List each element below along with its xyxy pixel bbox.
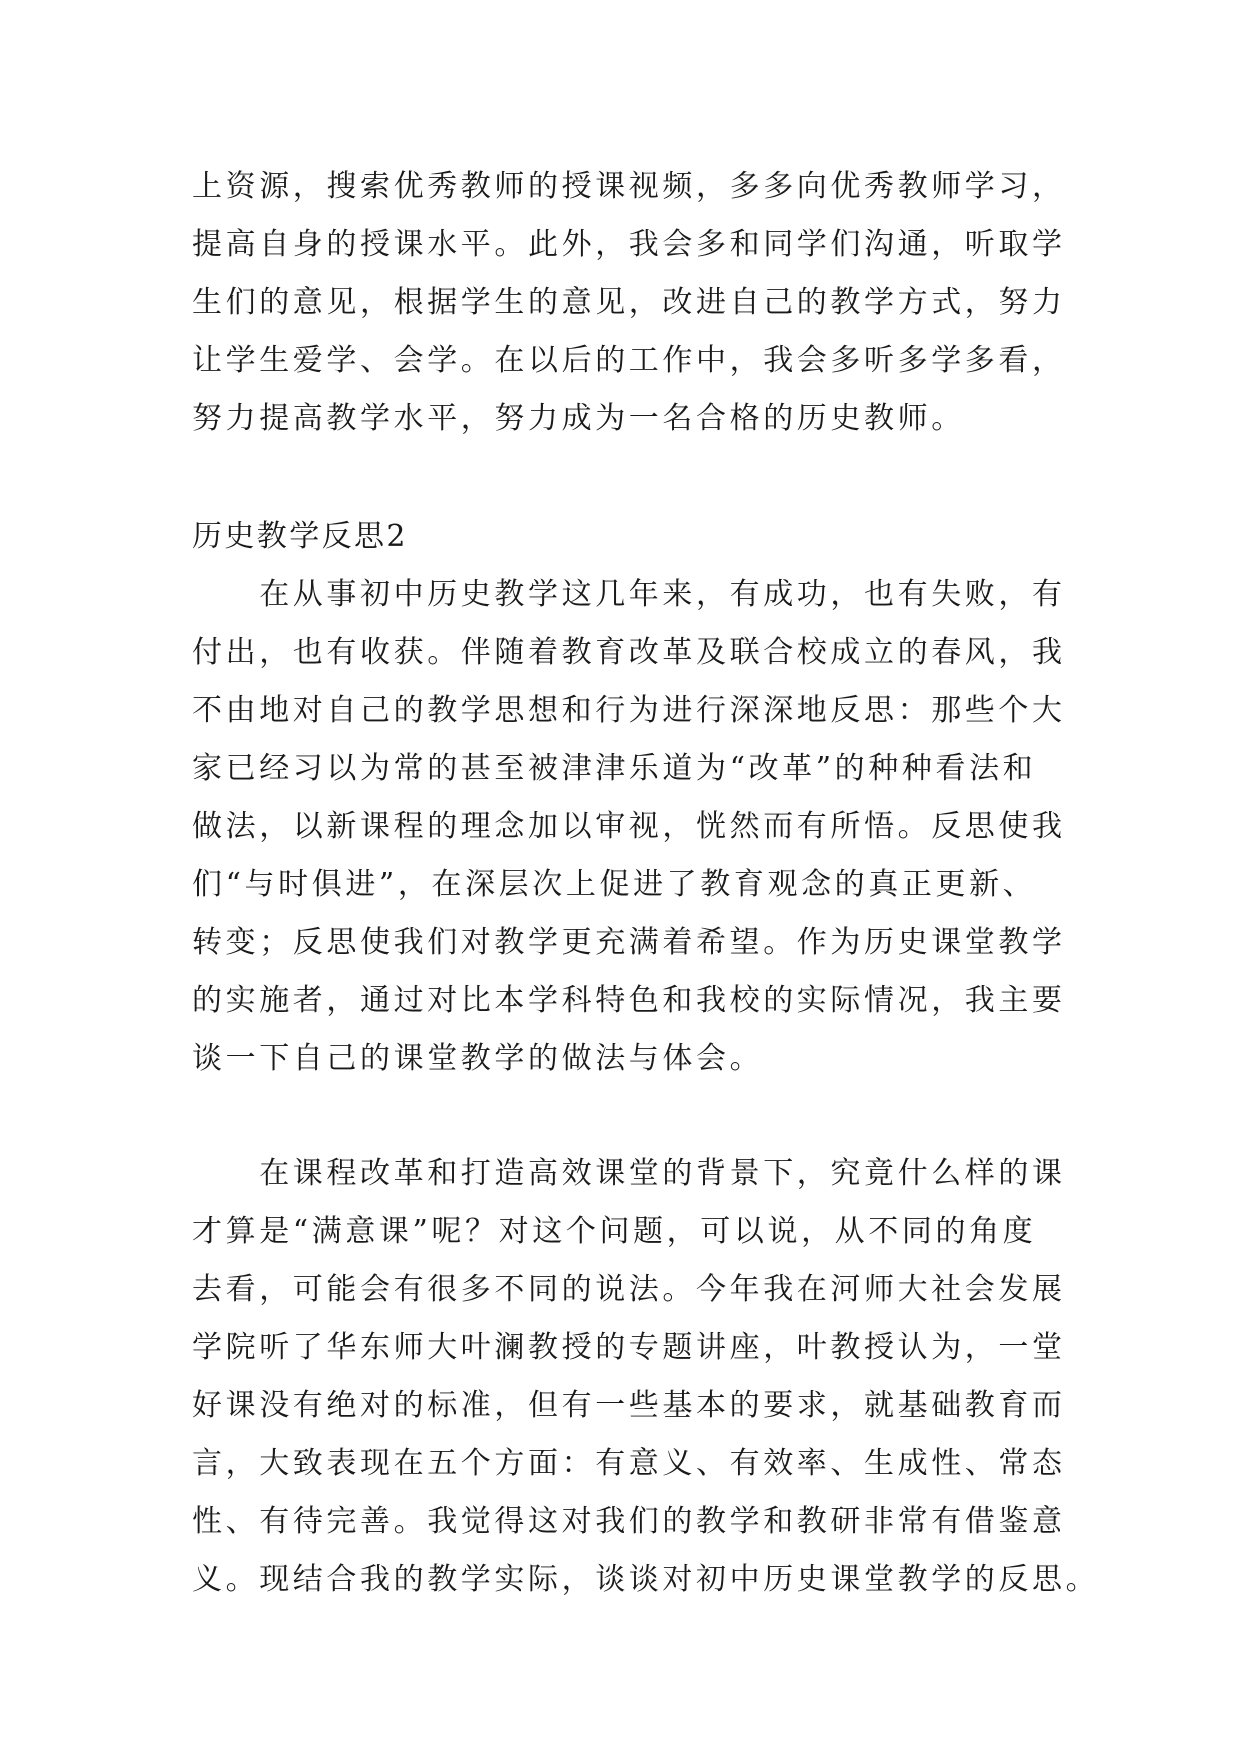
text-line: 不由地对自己的教学思想和行为进行深深地反思：那些个大 <box>192 693 1066 728</box>
text-line: 让学生爱学、会学。在以后的工作中，我会多听多学多看， <box>192 343 1066 378</box>
paragraph-1 <box>192 566 1066 1088</box>
text-line: 在课程改革和打造高效课堂的背景下，究竟什么样的课 <box>192 1156 1066 1191</box>
text-line: 才算是“满意课”呢？对这个问题，可以说，从不同的角度 <box>192 1214 1037 1249</box>
text-line: 付出，也有收获。伴随着教育改革及联合校成立的春风，我 <box>192 635 1066 670</box>
text-line: 学院听了华东师大叶澜教授的专题讲座，叶教授认为，一堂 <box>192 1330 1066 1365</box>
text-line: 去看，可能会有很多不同的说法。今年我在河师大社会发展 <box>192 1272 1066 1307</box>
text-line: 做法，以新课程的理念加以审视，恍然而有所悟。反思使我 <box>192 809 1066 844</box>
text-line: 谈一下自己的课堂教学的做法与体会。 <box>192 1041 764 1076</box>
text-line: 上资源，搜索优秀教师的授课视频，多多向优秀教师学习， <box>192 169 1066 204</box>
text-line: 好课没有绝对的标准，但有一些基本的要求，就基础教育而 <box>192 1388 1066 1423</box>
text-line: 义。现结合我的教学实际，谈谈对初中历史课堂教学的反思。 <box>192 1562 1100 1597</box>
text-line: 性、有待完善。我觉得这对我们的教学和教研非常有借鉴意 <box>192 1504 1066 1539</box>
text-line: 提高自身的授课水平。此外，我会多和同学们沟通，听取学 <box>192 227 1066 262</box>
paragraph-2 <box>192 1145 1100 1609</box>
text-line: 言，大致表现在五个方面：有意义、有效率、生成性、常态 <box>192 1446 1066 1481</box>
text-line: 努力提高教学水平，努力成为一名合格的历史教师。 <box>192 401 965 436</box>
text-line: 转变；反思使我们对教学更充满着希望。作为历史课堂教学 <box>192 925 1066 960</box>
text-line: 在从事初中历史教学这几年来，有成功，也有失败，有 <box>192 577 1066 612</box>
text-line: 的实施者，通过对比本学科特色和我校的实际情况，我主要 <box>192 983 1066 1018</box>
text-line: 们“与时俱进”，在深层次上促进了教育观念的真正更新、 <box>192 867 1037 902</box>
text-line: 家已经习以为常的甚至被津津乐道为“改革”的种种看法和 <box>192 751 1037 786</box>
intro-paragraph <box>192 158 1066 448</box>
section-heading: 历史教学反思2 <box>192 519 408 554</box>
text-line: 生们的意见，根据学生的意见，改进自己的教学方式，努力 <box>192 285 1066 320</box>
